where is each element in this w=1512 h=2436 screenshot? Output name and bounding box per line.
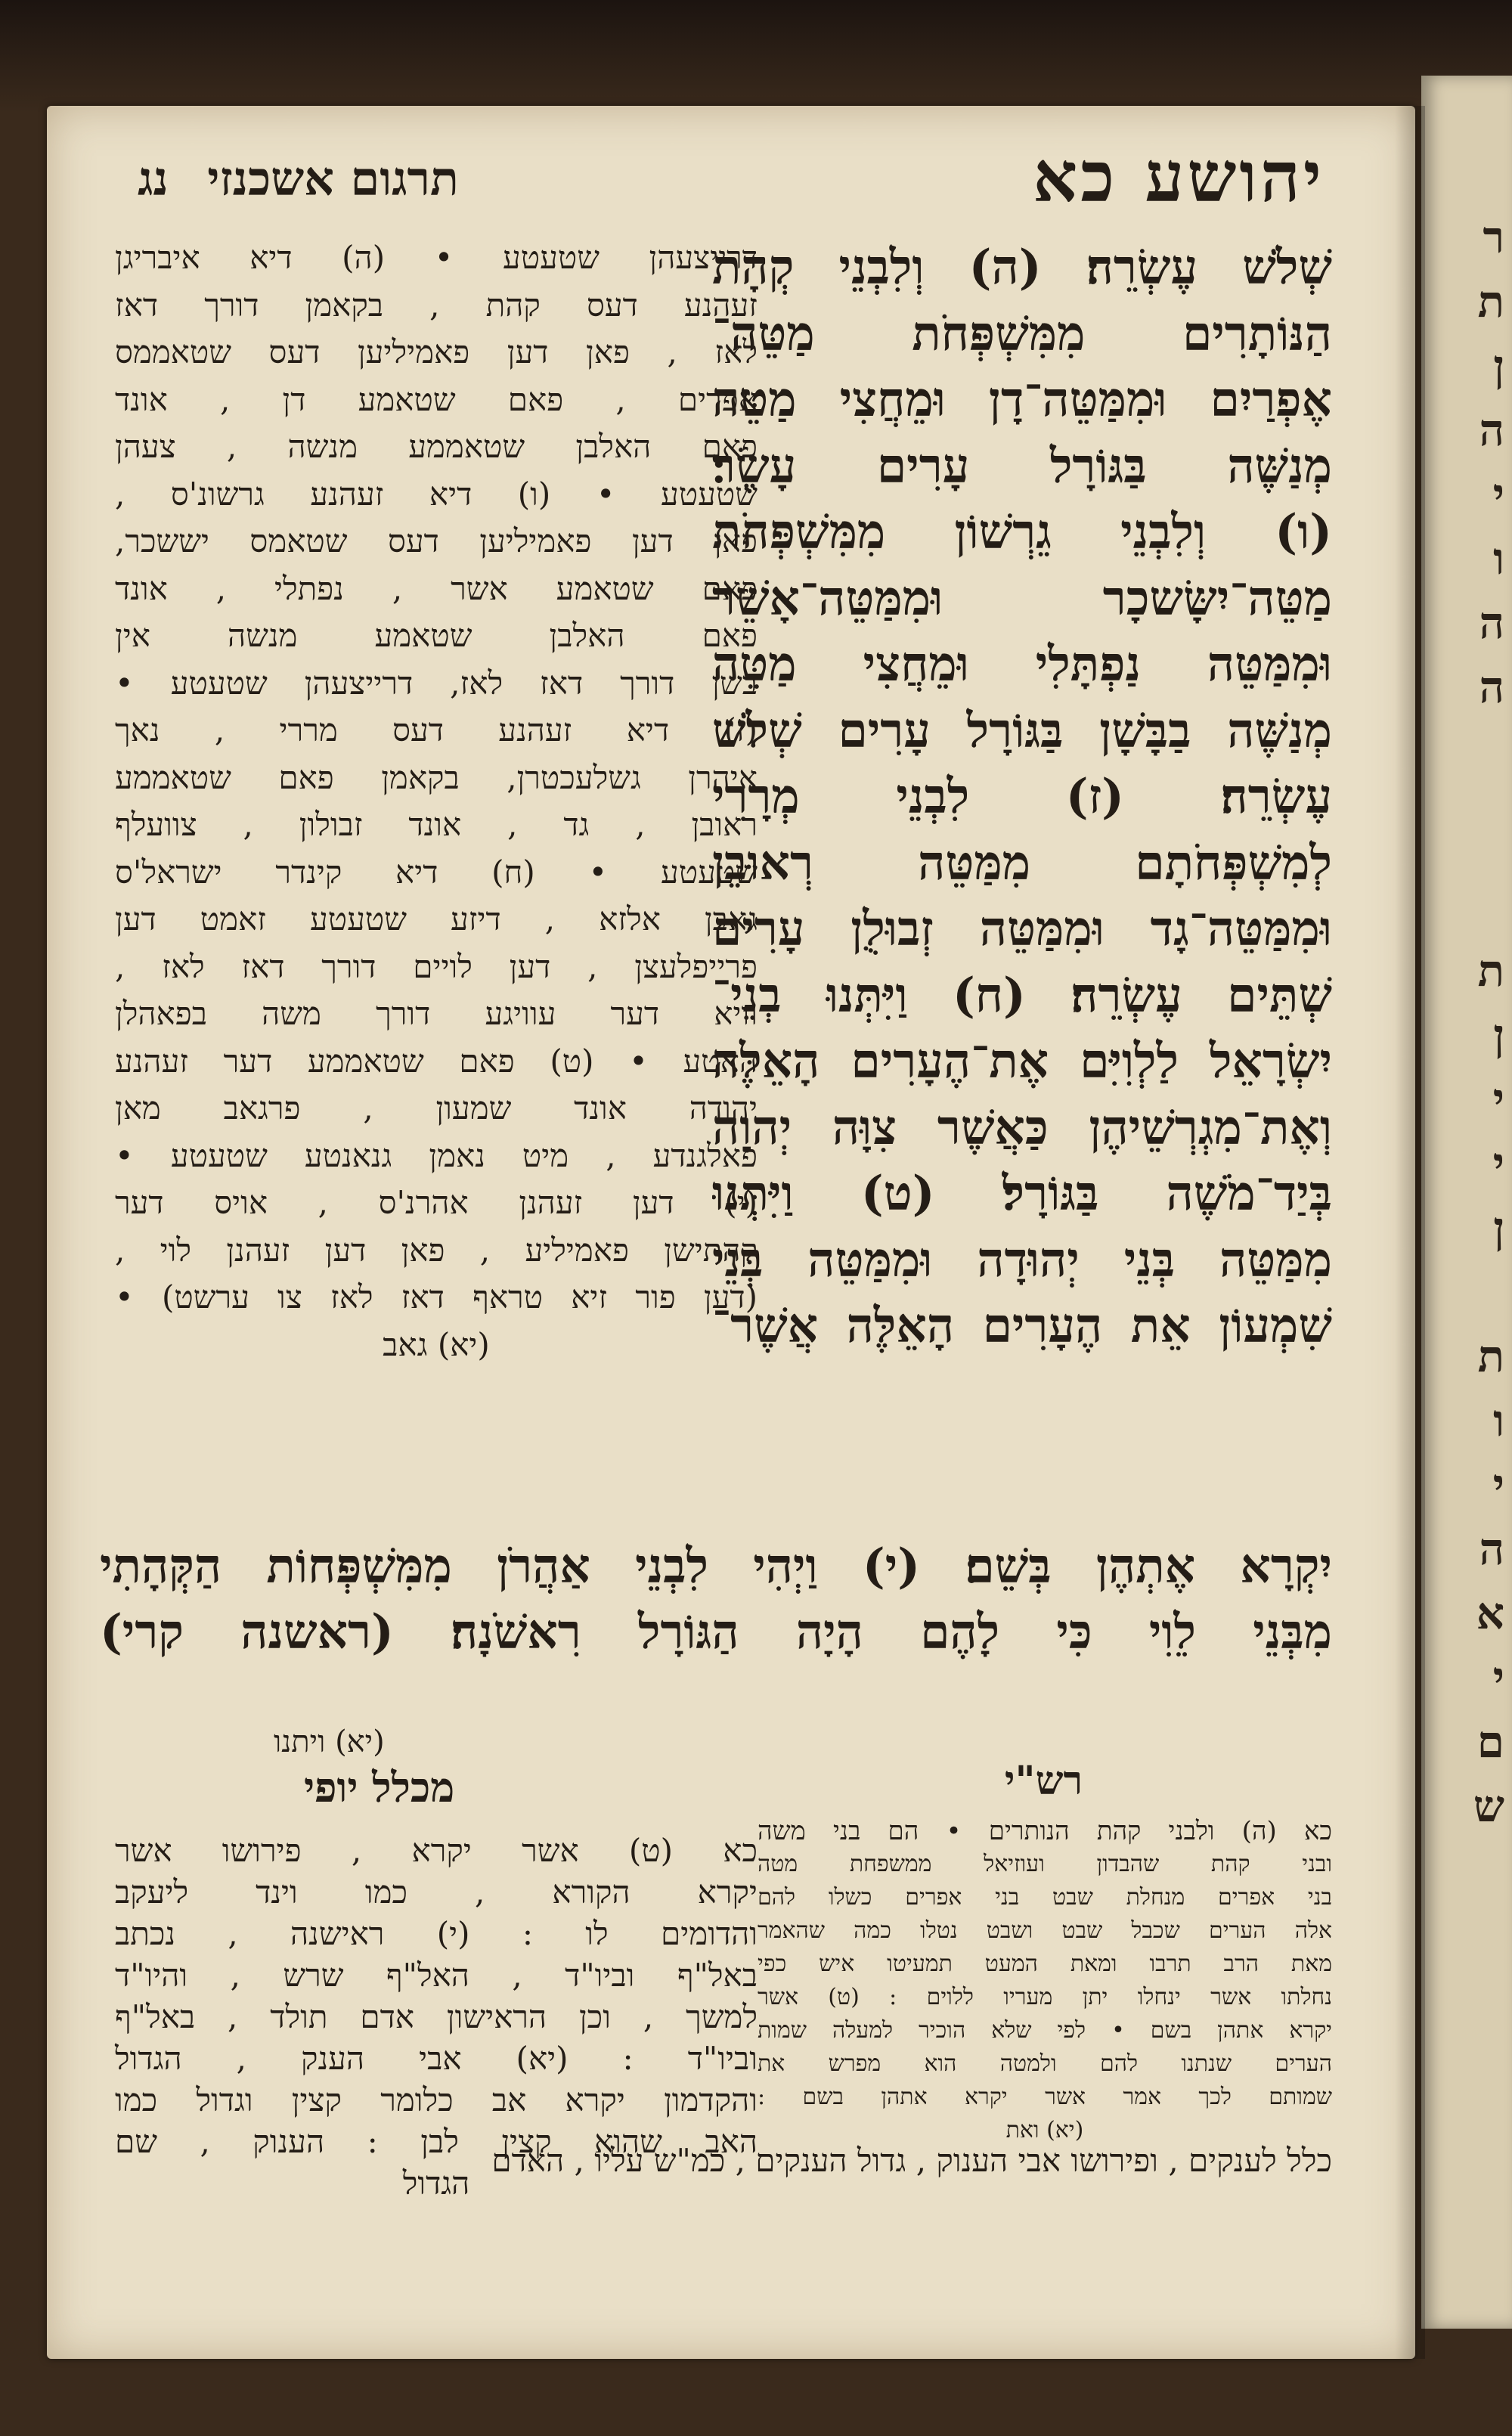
rashi-line: מאת הרב תרבו ומאת המעט תמעיטו איש כפי	[758, 1951, 1332, 1977]
mikhlol-line: כא (ט) אשר יקרא , פירושו אשר	[115, 1832, 758, 1869]
translation-line: פאם שטאמע אשר , נפתלי , אונד	[115, 569, 758, 607]
mikhlol-caption: (יא) ויתנו	[274, 1725, 385, 1759]
scripture-line: מִבְּנֵי לֵוִי כִּי לָהֶם הָיָה הַגּוֹרָל רִאשֹׁנָה׃ (ראשנה קרי)	[100, 1604, 1332, 1660]
mikhlol-line: והדומים לו : (י) ראישנה , נכתב	[115, 1915, 758, 1952]
translation-line: איהרן גשלעכטרן, בקאמן פאם שטאממע	[115, 758, 758, 796]
mikhlol-line: וביו"ד : (יא) אבי הענק , הגדול	[115, 2040, 758, 2077]
scripture-line: עֶשְׂרֵה׃ (ז) לִבְנֵי מְרָרִי	[712, 768, 1332, 824]
translation-line: פאלגנדע , מיט נאמן גנאנטע שטעטע •	[115, 1136, 758, 1174]
translation-title: תרגום אשכנזי	[207, 151, 459, 206]
scripture-line: וּמִמַּטֵּה נַפְתָּלִי וּמֵחֲצִי מַטֵּה	[712, 636, 1332, 692]
translation-line: (יא) גאב	[383, 1325, 490, 1363]
next-page-char: א	[1476, 1588, 1504, 1639]
scripture-line: מַטֵּה־יִשָּׂשכָר וּמִמַּטֵּה־אָשֵׁר	[712, 569, 1332, 626]
scripture-line: שְׁלֹשׁ עֶשְׂרֵה׃ (ה) וְלִבְנֵי קְהָת	[712, 239, 1332, 295]
scripture-column	[712, 234, 1332, 1359]
book-page	[47, 106, 1415, 2359]
dark-background	[0, 0, 1512, 113]
scripture-line: מִמַּטֵּה בְּנֵי יְהוּדָה וּמִמַּטֵּה בְּנֵי	[712, 1231, 1332, 1288]
translation-line: בשן דורך דאז לאז, דרייצעהן שטעטע •	[115, 664, 758, 702]
next-page-char: ו	[1493, 533, 1504, 584]
scripture-line: שִׁמְעוֹן אֵת הֶעָרִים הָאֵלֶּה אֲשֶׁר־	[712, 1297, 1332, 1353]
translation-header	[115, 151, 459, 207]
scripture-line: וּמִמַּטֵּה־גָד וּמִמַּטֵּה זְבוּלֻן עָרִים	[712, 900, 1332, 956]
scripture-line: אֶפְרַיִם וּמִמַּטֵּה־דָן וּמֵחֲצִי מַטֵּה	[712, 371, 1332, 427]
page-number: נג	[138, 151, 169, 206]
mikhlol-line: הגדול	[402, 2165, 470, 2202]
rashi-title: רש"י	[1004, 1758, 1083, 1804]
mikhlol-yofi-title: מכלל יופי	[304, 1763, 455, 1812]
next-page-char: ם	[1476, 1716, 1504, 1768]
book-title: יהושע כא	[1033, 136, 1325, 218]
scripture-line: לְמִשְׁפְּחֹתָם מִמַּטֵּה רְאוּבֵן	[712, 834, 1332, 891]
translation-line: אפרים , פאם שטאמע דן , אונד	[115, 380, 758, 418]
mikhlol-line: האב שהוא קצין לבן : הענוק , שם	[115, 2123, 758, 2160]
next-page-char: ר	[1483, 212, 1504, 263]
scripture-line: מְנַשֶּׁה בַּגּוֹרָל עָרִים עָשֶׂר׃	[712, 437, 1332, 494]
next-page-char: ה	[1479, 662, 1504, 713]
mikhlol-line: יקרא הקורא , כמו וינד ליעקב	[115, 1873, 758, 1911]
scripture-full-width	[100, 1533, 1332, 1665]
rashi-line: כא (ה) ולבני קהת הנותרים • הם בני משה	[758, 1816, 1332, 1846]
scripture-line: מְנַשֶּׁה בַבָּשָׁן בַּגּוֹרָל עָרִים שְׁלֹשׁ	[712, 702, 1332, 758]
translation-line: (ז) דיא זעהנע דעס מררי , נאך	[115, 711, 758, 748]
scripture-line: (ו) וְלִבְנֵי גֵרְשׁוֹן מִמִּשְׁפְּחֹת	[712, 504, 1332, 559]
next-page-char: ה	[1479, 404, 1504, 456]
next-page-char: י	[1492, 1652, 1504, 1703]
rashi-line: יקרא אתהן בשם • לפי שלא הוכיר למעלה שמות	[758, 2017, 1332, 2044]
scripture-line: יִשְׂרָאֵל לַלְוִיִּם אֶת־הֶעָרִים הָאֵלֶּה	[712, 1033, 1332, 1089]
next-page-char: ת	[1477, 276, 1504, 327]
translation-line: (דען פור זיא טראף דאז לאז צו ערשט) •	[115, 1278, 758, 1316]
translation-line: וויא דער עוויגע דורך משה בפאהלן	[115, 995, 758, 1032]
translation-line: האטע • (ט) פאם שטאממע דער זעהנע	[115, 1042, 758, 1080]
gutter-shadow	[1395, 106, 1425, 2359]
next-page-char: ש	[1473, 1781, 1504, 1832]
next-page-char: ו	[1493, 1395, 1504, 1446]
translation-column	[115, 234, 758, 1368]
next-page-char: ן	[1493, 1202, 1504, 1254]
translation-line: פאן דען פאמיליען דעס שטאמס יששכר,	[115, 522, 758, 559]
translation-line: פאם האלבן שטאמע מנשה אין	[115, 617, 758, 654]
rashi-commentary	[758, 1815, 1332, 2147]
next-page-edge	[1421, 76, 1512, 2329]
rashi-line: (יא) ואת	[1005, 2117, 1084, 2143]
rashi-line: בני אפרים מנחלת שבט בני אפרים כשלו להם	[758, 1884, 1332, 1911]
mikhlol-line: והקדמון יקרא אב כלומר קצין וגדול כמו	[115, 2081, 758, 2118]
commentary-continuation: כלל לענקים , ופירושו אבי הענוק , גדול הענקים , כמ"ש עליו , האדם	[491, 2142, 1332, 2179]
next-page-char: י	[1492, 1074, 1504, 1125]
translation-line: דרייצעהן שטעטע • (ה) דיא איבריגן	[115, 239, 758, 276]
mikhlol-line: באל"ף וביו"ד , האל"ף שרש , והיו"ד	[115, 1957, 758, 1994]
next-page-char: י	[1492, 1138, 1504, 1189]
rashi-line: נחלתו אשר ינחלו יתן מעריו ללוים : (ט) אשר	[758, 1984, 1332, 2010]
translation-line: (י) דען זעהנן אהרנ'ס , אויס דער	[115, 1184, 758, 1221]
translation-line: גאבן אלזא , דיזע שטעטע זאמט דען	[115, 900, 758, 938]
next-page-char: ה	[1479, 597, 1504, 649]
rashi-line: ובני קהת שהבדון ועוזיאל ממשפחת מטה	[758, 1851, 1332, 1877]
scripture-line: בְּיַד־מֹשֶׁה בַּגּוֹרָל׃ (ט) וַיִּתְּנוּ	[712, 1165, 1332, 1221]
translation-line: שטעטע • (ו) דיא זעהנע גרשונ'ס ,	[115, 475, 758, 513]
next-page-char: ת	[1477, 945, 1504, 996]
translation-line: שטעטע • (ח) דיא קינדר ישראל'ס	[115, 853, 758, 891]
rashi-line: הערים שנתנו להם ולמטה הוא מפרש את	[758, 2050, 1332, 2077]
next-page-char: ן	[1493, 1009, 1504, 1061]
next-page-char: י	[1492, 469, 1504, 520]
next-page-char: ן	[1493, 340, 1504, 392]
translation-line: לאז , פאן דען פאמיליען דעס שטאממס	[115, 333, 758, 370]
scripture-line: וְאֶת־מִגְרְשֵׁיהֶן כַּאֲשֶׁר צִוָּה יְהוָה	[712, 1099, 1332, 1155]
rashi-line: אלה הערים שכבל שבט ושבט נטלו כמה שהאמר	[758, 1917, 1332, 1944]
rashi-line: שמותם לכך אמר אשר יקרא אתהן בשם :	[758, 2084, 1332, 2110]
translation-line: קהתישן פאמיליע , פאן דען זעהנן לוי ,	[115, 1231, 758, 1269]
translation-line: פאם האלבן שטאממע מנשה , צעהן	[115, 428, 758, 465]
mikhlol-yofi-commentary	[115, 1830, 758, 2204]
next-page-char: י	[1492, 1459, 1504, 1511]
translation-line: זעהנע דעס קהת , בקאמן דורך דאז	[115, 286, 758, 324]
translation-line: יהודה אונד שמעון , פרגאב מאן	[115, 1089, 758, 1127]
translation-line: פרייפלעצן , דען לויים דורך דאז לאז ,	[115, 947, 758, 985]
scripture-line: שְׁתֵּים עֶשְׂרֵה׃ (ח) וַיִּתְּנוּ בְנֵי־	[712, 966, 1332, 1023]
mikhlol-line: למשך , וכן הראישון אדם תולד , באל"ף	[115, 1998, 758, 2035]
next-page-char: ת	[1477, 1331, 1504, 1382]
scripture-line: יִקְרָא אֶתְהֶן בְּשֵׁם׃ (י) וַיְהִי לִבְנֵי אַהֲרֹן מִמִּשְׁפְּחוֹת הַקְּהָתִי	[100, 1538, 1332, 1594]
translation-line: ראובן , גד , אונד זבולון , צוועלף	[115, 806, 758, 843]
scripture-line: הַנּוֹתָרִים מִמִּשְׁפְּחֹת מַטֵּה־	[712, 305, 1332, 361]
next-page-char: ה	[1479, 1523, 1504, 1575]
